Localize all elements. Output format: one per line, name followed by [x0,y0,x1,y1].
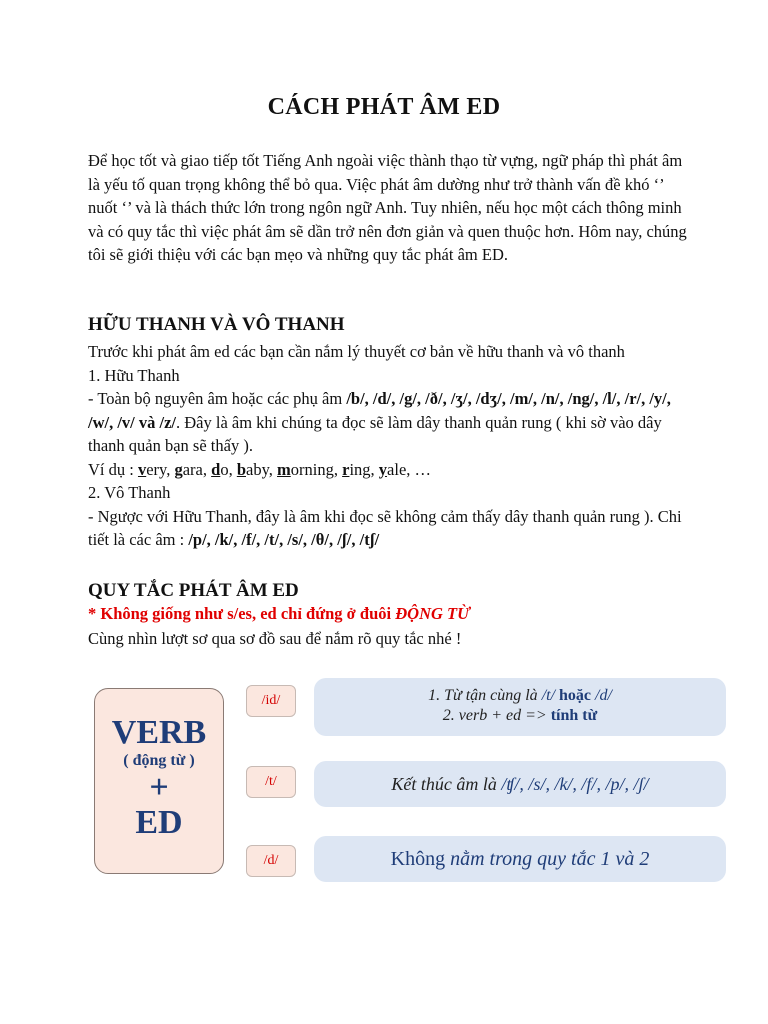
rule-id-line-1: 1. Từ tận cùng là /t/ hoặc /d/ [428,687,612,704]
sound-tag-d: /d/ [246,845,296,877]
rule-d-box: Không nằm trong quy tắc 1 và 2 [314,836,726,882]
example-word: ring, [342,459,375,479]
voiced-description: - Toàn bộ nguyên âm hoặc các phụ âm /b/, /d/, /g/, /ð/, /ʒ/, /dʒ/, /m/, /n/, /ng/, /l/, /r/, /y/, /w/, /v/ và /z/. Đây là âm khi chúng ta đọc sẽ làm dây thanh quản rung ( khi sờ vào dây thanh quản bạn sẽ thấy ). [88,389,671,455]
sound-tag-id: /id/ [246,685,296,717]
rule-t-box: Kết thúc âm là /ʧ/, /s/, /k/, /f/, /p/, /ʃ/ [314,761,726,807]
rule-id-box [314,678,726,736]
section-heading-voiced-voiceless: HỮU THANH VÀ VÔ THANH [88,314,345,335]
ed-label: ED [135,804,183,841]
section-lead: Trước khi phát âm ed các bạn cần nắm lý thuyết cơ bản về hữu thanh và vô thanh [88,342,625,361]
diagram-intro: Cùng nhìn lượt sơ qua sơ đồ sau để nắm rõ quy tắc nhé ! [88,629,462,648]
voiceless-title: 2. Vô Thanh [88,483,171,502]
verb-sub-label: ( động từ ) [123,752,195,769]
verb-only-note: * Không giống như s/es, ed chỉ đứng ở đuôi ĐỘNG TỪ [88,604,470,623]
example-word: baby, [236,459,273,479]
voiceless-description: - Ngược với Hữu Thanh, đây là âm khi đọc sẽ không cảm thấy dây thanh quản rung ). Chi tiết là các âm : /p/, /k/, /f/, /t/, /s/, /θ/, /ʃ/, /tʃ/ [88,506,682,549]
voiceless-ending-sounds: /ʧ/, /s/, /k/, /f/, /p/, /ʃ/ [501,774,649,794]
example-word: do, [211,459,233,479]
example-word: gara, [174,459,207,479]
examples-line: Ví dụ : very, gara, do, baby, morning, ring, yale, … [88,459,432,479]
verb-plus-ed-box [94,688,224,874]
intro-paragraph: Để học tốt và giao tiếp tốt Tiếng Anh ngoài việc thành thạo từ vựng, ngữ pháp thì phát âm là yếu tố quan trọng không thể bỏ qua. Việc phát âm dường như trở thành vấn đề khó ‘’ nuốt ‘’ và là thách thức lớn trong ngôn ngữ Anh. Tuy nhiên, nếu học một cách thông minh và có quy tắc thì việc phát âm sẽ dần trở nên đơn giản và quen thuộc hơn. Hôm nay, chúng tôi sẽ giới thiệu với các bạn mẹo và những quy tắc phát âm ED. [88,151,687,264]
example-word: yale, [378,459,411,479]
verb-label: VERB [111,714,207,751]
sound-tag-t: /t/ [246,766,296,798]
verb-emphasis: ĐỘNG TỪ [395,604,470,623]
section-voiced-voiceless-body [88,340,688,552]
section-heading-ed-rules: QUY TẮC PHÁT ÂM ED [88,580,299,601]
example-word: morning, [277,459,338,479]
rule-id-line-2: 2. verb + ed => tính từ [442,707,598,724]
voiced-sounds: /b/, /d/, /g/, /ð/, /ʒ/, /dʒ/, /m/, /n/, /ng/, /l/, /r/, /y/, /w/, /v/ và /z/ [88,389,671,432]
voiced-title: 1. Hữu Thanh [88,365,180,385]
page-title: CÁCH PHÁT ÂM ED [267,94,501,120]
example-list [138,460,415,479]
voiceless-sounds: /p/, /k/, /f/, /t/, /s/, /θ/, /ʃ/, /tʃ/ [188,530,380,549]
example-word: very, [137,459,171,479]
plus-sign: + [149,769,169,806]
